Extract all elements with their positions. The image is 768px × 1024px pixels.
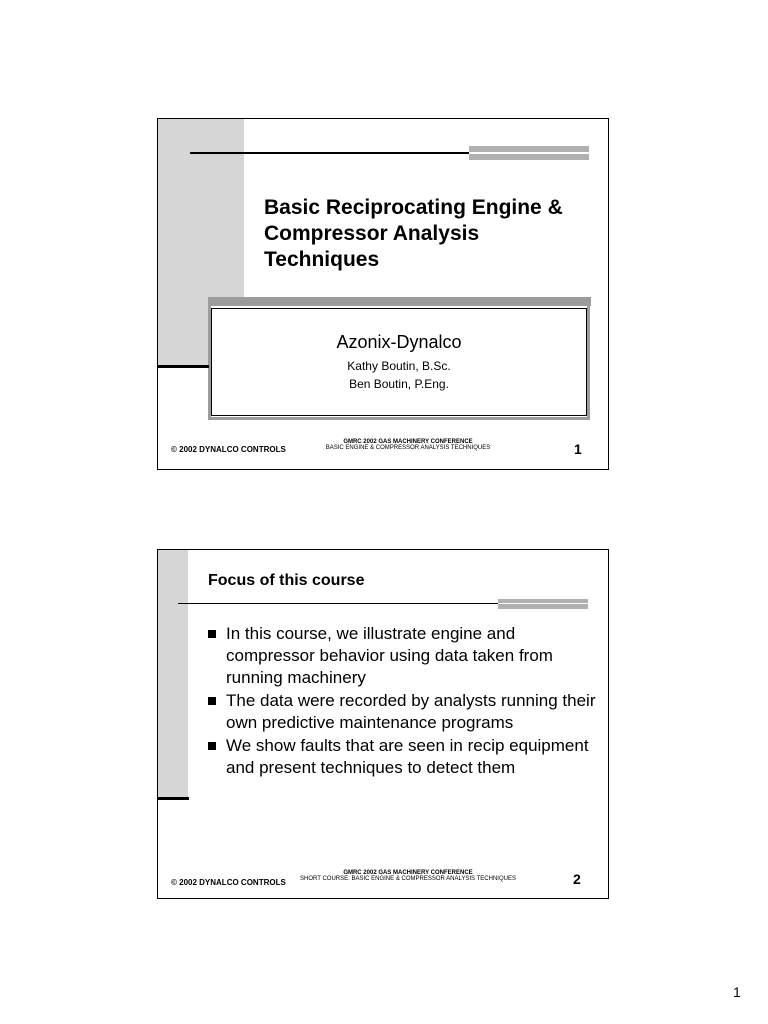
author-1: Kathy Boutin, B.Sc.	[347, 359, 451, 373]
square-bullet-icon	[208, 697, 216, 705]
left-rule	[158, 365, 209, 368]
accent-bar	[498, 599, 588, 609]
footer-subtitle: BASIC ENGINE & COMPRESSOR ANALYSIS TECHNIQUES	[325, 445, 491, 451]
slide-title: Basic Reciprocating Engine & Compressor Analysis Techniques	[264, 196, 563, 271]
square-bullet-icon	[208, 630, 216, 638]
side-band	[158, 550, 188, 799]
left-rule	[158, 797, 189, 800]
footer-center	[308, 439, 508, 451]
bullet-item	[206, 623, 596, 689]
bullet-item	[206, 735, 596, 779]
footer-conference: GMRC 2002 GAS MACHINERY CONFERENCE	[343, 439, 473, 445]
bullet-item	[206, 690, 596, 734]
slide-page-number: 2	[573, 871, 581, 887]
accent-bar-gap	[498, 603, 588, 604]
footer-copyright: © 2002 DYNALCO CONTROLS	[171, 445, 286, 454]
bullet-text: In this course, we illustrate engine and compressor behavior using data taken from running machinery	[226, 624, 553, 687]
document-page-number: 1	[733, 984, 741, 1000]
bullet-text: The data were recorded by analysts running their own predictive maintenance programs	[226, 691, 596, 732]
slide-1	[157, 118, 609, 470]
slide-2	[157, 549, 609, 899]
author-box-top-bar	[208, 297, 591, 306]
footer-copyright: © 2002 DYNALCO CONTROLS	[171, 878, 286, 887]
author-2: Ben Boutin, P.Eng.	[349, 377, 449, 391]
footer-center	[283, 870, 533, 882]
square-bullet-icon	[208, 742, 216, 750]
bullet-text: We show faults that are seen in recip equipment and present techniques to detect them	[226, 736, 589, 777]
bullet-list	[206, 623, 596, 780]
slide-page-number: 1	[574, 441, 582, 457]
footer-subtitle: SHORT COURSE: BASIC ENGINE & COMPRESSOR ANALYSIS TECHNIQUES	[300, 876, 516, 882]
accent-bar-gap	[469, 152, 589, 154]
organization: Azonix-Dynalco	[336, 332, 462, 352]
footer-conference: GMRC 2002 GAS MACHINERY CONFERENCE	[343, 870, 473, 876]
slide-heading: Focus of this course	[208, 572, 365, 589]
